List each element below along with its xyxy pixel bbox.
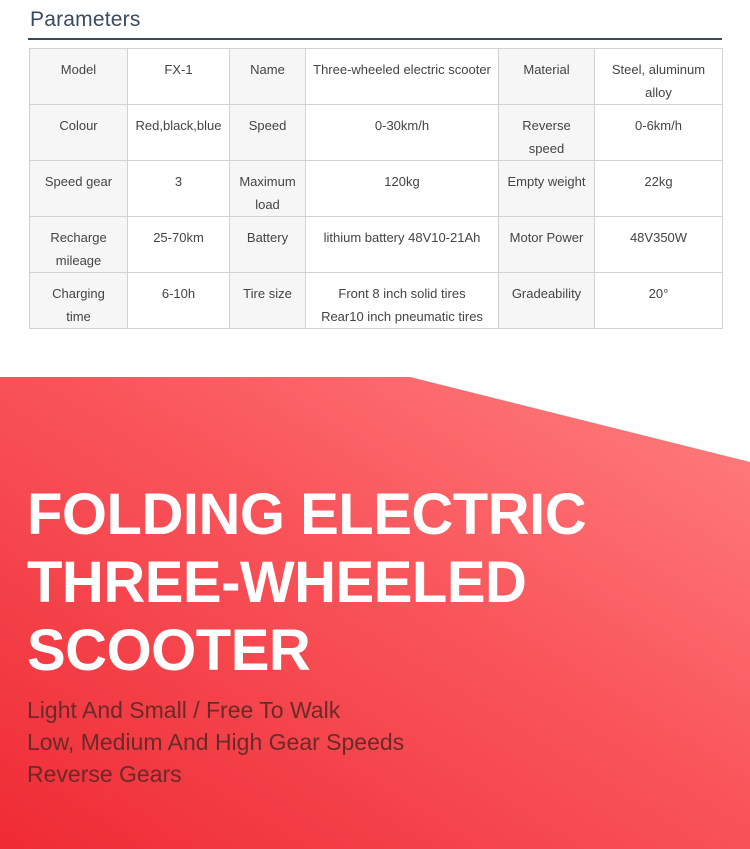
param-value-cell: 0-30km/h — [306, 105, 499, 161]
param-label-cell: Motor Power — [499, 217, 595, 273]
param-value-cell: 120kg — [306, 161, 499, 217]
param-value-cell: Red,black,blue — [128, 105, 230, 161]
param-value-cell: 48V350W — [595, 217, 723, 273]
parameters-title: Parameters — [30, 8, 141, 31]
param-label-cell: Reverse speed — [499, 105, 595, 161]
param-label-cell: Battery — [230, 217, 306, 273]
param-value-cell: 6-10h — [128, 273, 230, 329]
param-value-cell: 3 — [128, 161, 230, 217]
param-value-cell: Three-wheeled electric scooter — [306, 49, 499, 105]
table-row — [30, 49, 723, 105]
param-value-cell: 0-6km/h — [595, 105, 723, 161]
feature-line: Reverse Gears — [27, 761, 182, 787]
hero-title-line: THREE-WHEELED — [27, 550, 527, 615]
param-value-cell: 20° — [595, 273, 723, 329]
title-divider — [28, 38, 722, 40]
param-value-cell: FX-1 — [128, 49, 230, 105]
hero-title-line: SCOOTER — [27, 618, 311, 683]
param-label-cell: Model — [30, 49, 128, 105]
param-value-cell: lithium battery 48V10-21Ah — [306, 217, 499, 273]
param-label-cell: Empty weight — [499, 161, 595, 217]
param-value-cell: 22kg — [595, 161, 723, 217]
param-label-cell: Name — [230, 49, 306, 105]
param-value-cell: Front 8 inch solid tires Rear10 inch pneumatic tires — [306, 273, 499, 329]
table-row — [30, 105, 723, 161]
param-label-cell: Material — [499, 49, 595, 105]
hero-title — [27, 481, 586, 685]
table-row — [30, 217, 723, 273]
hero-subtitle — [27, 694, 404, 790]
param-value-cell: Steel, aluminum alloy — [595, 49, 723, 105]
param-label-cell: Charging time — [30, 273, 128, 329]
feature-line: Low, Medium And High Gear Speeds — [27, 729, 405, 755]
table-row — [30, 273, 723, 329]
table-row — [30, 161, 723, 217]
param-label-cell: Maximum load — [230, 161, 306, 217]
param-label-cell: Recharge mileage — [30, 217, 128, 273]
param-label-cell: Tire size — [230, 273, 306, 329]
parameters-section — [0, 0, 750, 377]
param-value-cell: 25-70km — [128, 217, 230, 273]
param-label-cell: Gradeability — [499, 273, 595, 329]
hero-banner — [0, 377, 750, 849]
hero-title-line: FOLDING ELECTRIC — [27, 482, 587, 547]
param-label-cell: Colour — [30, 105, 128, 161]
parameters-table — [29, 48, 723, 329]
param-label-cell: Speed — [230, 105, 306, 161]
feature-line: Light And Small / Free To Walk — [27, 697, 341, 723]
param-label-cell: Speed gear — [30, 161, 128, 217]
